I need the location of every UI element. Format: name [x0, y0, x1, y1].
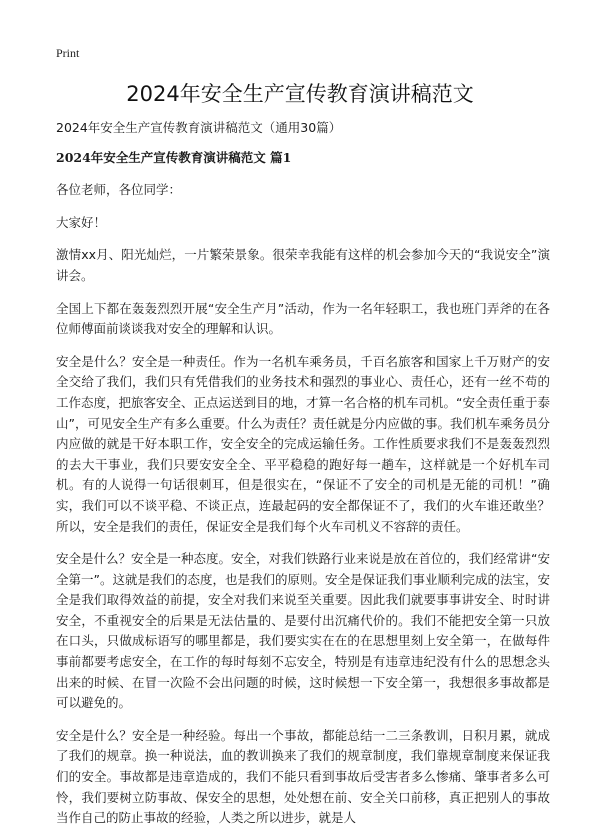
paragraph-attitude: 安全是什么？安全是一种态度。安全，对我们铁路行业来说是放在首位的，我们经常讲“安全第一”。这就是我们的态度，也是我们的原则。安全是保证我们事业顺利完成的法宝，安全是我们取得效益的前提，安全对我们来说至关重要。因此我们就要事事讲安全、时时讲安全，不重视安全的后果是无法估量的、是要付出沉痛代价的。我们不能把安全第一只放在口头，只做成标语写的哪里都是，我们要实实在在的在思想里刻上安全第一，在做每件事前都要考虑安全，在工作的每时每刻不忘安全，特别是有违章违纪没有什么的思想念头出来的时候、在冒一次险不会出问题的时候，这时候想一下安全第一，我想很多事故都是可以避免的。: [56, 551, 550, 711]
paragraph-experience: 安全是什么？安全是一种经验。每出一个事故，都能总结一二三条教训，日积月累，就成了我们的规章。换一种说法，血的教训换来了我们的规章制度，我们靠规章制度来保证我们的安全。事故都是违章造成的，我们不能只看到事故后受害者多么惨痛、肇事者多么可怜，我们要树立防事故、保安全的思想，处处想在前、安全关口前移，真正把别人的事故当作自己的防止事故的经验，人类之所以进步，就是人: [56, 727, 550, 826]
document-body: [56, 118, 550, 828]
paragraph-greeting: 大家好！: [56, 214, 107, 230]
page-title: 2024年安全生产宣传教育演讲稿范文: [126, 82, 474, 106]
paragraph-salutation: 各位老师，各位同学：: [56, 182, 182, 198]
document-subtitle: 2024年安全生产宣传教育演讲稿范文（通用30篇）: [56, 120, 342, 135]
paragraph-intro: 激情xx月、阳光灿烂，一片繁荣景象。很荣幸我能有这样的机会参加今天的“我说安全”演讲会。: [56, 247, 550, 283]
paragraph-context: 全国上下都在轰轰烈烈开展“安全生产月”活动，作为一名年轻职工，我也班门弄斧的在各位师傅面前谈谈我对安全的理解和认识。: [56, 300, 550, 337]
paragraph-responsibility: 安全是什么？安全是一种责任。作为一名机车乘务员，千百名旅客和国家上千万财产的安全交给了我们，我们只有凭借我们的业务技术和强烈的事业心、责任心，还有一丝不苟的工作态度，把旅客安全、正点运送到目的地，才算一名合格的机车司机。“安全责任重于泰山”，可见安全生产有多么重要。什么为责任？责任就是分内应做的事。我们机车乘务员分内应做的就是干好本职工作，安全安全的完成运输任务。工作性质要求我们不是轰轰烈烈的去大干事业，我们只要安安全全、平平稳稳的跑好每一趟车，这样就是一个好机车司机。有的人说得一句话很刺耳，但是很实在，“保证不了安全的司机是无能的司机！”确实，我们可以不谈平稳、不谈正点，连最起码的安全都保证不了，我们的火车谁还敢坐？所以，安全是我们的责任，保证安全是我们每个火车司机义不容辞的责任。: [56, 353, 550, 534]
print-label: Print: [56, 46, 80, 60]
section-heading: 2024年安全生产宣传教育演讲稿范文 篇1: [56, 149, 292, 165]
